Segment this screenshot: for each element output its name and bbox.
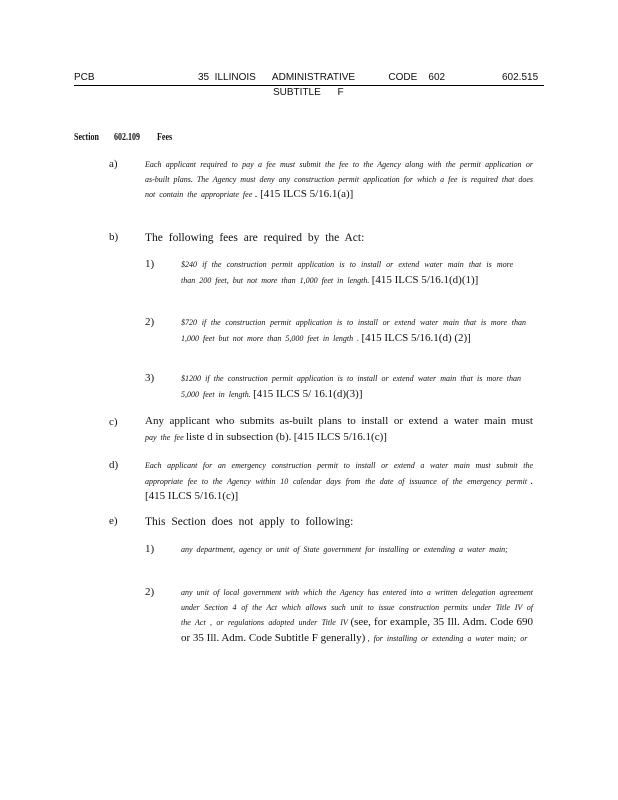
section-title: Fees: [157, 132, 173, 143]
item-b1-mark: 1): [145, 258, 155, 270]
item-a-text: Each applicant required to pay a fee must submit the fee to the Agency along with the permit application or as-built plans. The Agency must deny any construction permit application for which a fee is required that does not contain the appropriate fee: [145, 160, 533, 199]
item-b2-citation: [415 ILCS 5/16.1(d) (2)]: [361, 331, 471, 344]
item-b3-paragraph: [181, 372, 521, 402]
item-e2-text-3: , for installing or extending a water main; or: [367, 633, 528, 643]
item-b3-citation: [415 ILCS 5/ 16.1(d)(3)]: [253, 387, 363, 400]
header-center: 35 ILLINOIS ADMINISTRATIVE CODE 602: [198, 72, 446, 83]
item-c-citation: [415 ILCS 5/16.1(c)]: [293, 431, 387, 443]
item-c-paragraph: [145, 414, 533, 446]
item-e1-mark: 1): [145, 543, 155, 555]
item-b-text: The following fees are required by the Act:: [145, 232, 365, 244]
item-c-text-1: Any applicant who submits as-built plans to install or extend a water main must: [145, 415, 533, 427]
item-e1-text: any department, agency or unit of State government for installing or extending a water main;: [181, 545, 508, 554]
item-b1-text: $240 if the construction permit application is to install or extend water main that is more than 200 feet, but not more than 1,000 feet in length.: [181, 260, 513, 285]
item-d-citation: . [415 ILCS 5/16.1(c)]: [145, 474, 533, 502]
item-b-mark: b): [109, 231, 119, 243]
item-d-paragraph: [145, 459, 533, 505]
item-c-mark: c): [109, 416, 118, 428]
item-e2-mark: 2): [145, 586, 155, 598]
item-e2-text-2: (see, for example, 35 Ill. Adm. Code 690 or 35 Ill. Adm. Code Subtitle F generally): [181, 616, 534, 644]
item-b2-text: $720 if the construction permit application is to install or extend water main that is more than 1,000 feet but not more than 5,000 feet in length .: [181, 318, 526, 343]
item-b2-mark: 2): [145, 316, 155, 328]
item-c-text-3: liste d in subsection (b).: [186, 431, 292, 443]
section-label: Section: [74, 132, 99, 143]
item-d-text: Each applicant for an emergency construction permit to install or extend a water main must submit the appropriate fee to the Agency within 10 calendar days from the date of issuance of the emergency permit: [145, 461, 533, 486]
item-b1-paragraph: [181, 258, 513, 288]
item-a-citation: . [415 ILCS 5/16.1(a)]: [254, 188, 354, 200]
item-e-mark: e): [109, 515, 118, 527]
item-e-text: This Section does not apply to following:: [145, 516, 354, 528]
header-right: 602.515: [502, 72, 539, 83]
header-left: PCB: [74, 72, 95, 83]
item-b3-text: $1200 if the construction permit application is to install or extend water main that is more than 5,000 feet in length.: [181, 374, 521, 399]
item-e2-text-1: any unit of local government with which the Agency has entered into a written delegation agreement under Section 4 of the Act which allows such unit to issue construction permits under Title IV of the Act , or regulations adopted under Title IV: [181, 588, 533, 627]
section-number: 602.109: [114, 132, 140, 143]
item-a-mark: a): [109, 158, 118, 170]
item-c-text-2: pay the fee: [145, 433, 184, 442]
item-b1-citation: [415 ILCS 5/16.1(d)(1)]: [371, 273, 479, 286]
item-e2-paragraph: [181, 586, 533, 646]
item-a-paragraph: [145, 158, 533, 203]
item-d-mark: d): [109, 459, 119, 471]
item-b2-paragraph: [181, 316, 526, 346]
header-subtitle: SUBTITLE F: [273, 87, 344, 98]
item-b3-mark: 3): [145, 372, 155, 384]
item-e1-paragraph: [181, 543, 511, 558]
header-rule: [74, 85, 544, 86]
